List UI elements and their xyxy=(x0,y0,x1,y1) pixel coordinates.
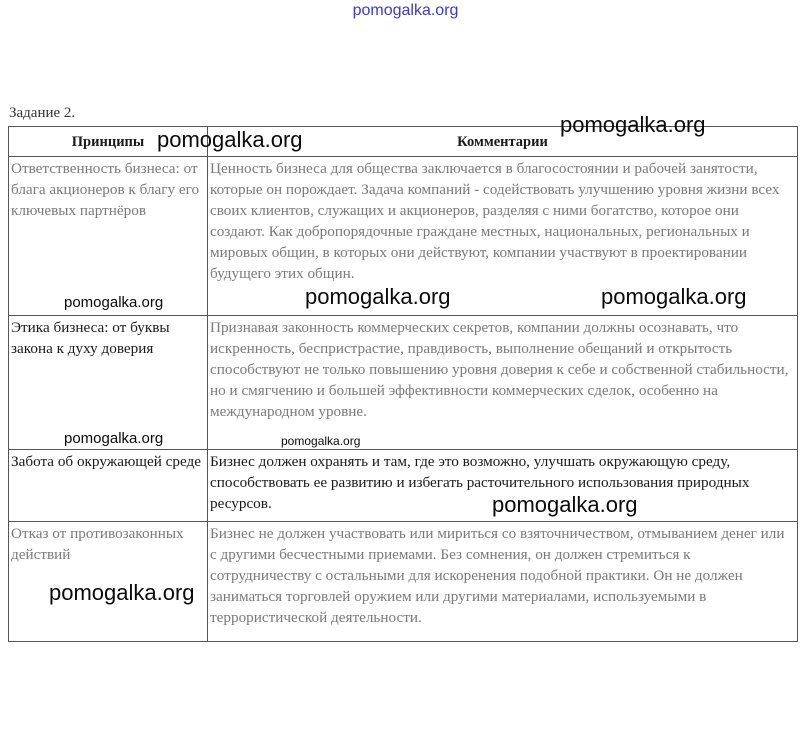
comment-text: Ценность бизнеса для общества заключается в благосостоянии и рабочей занятости, которые он порождает. Задача компаний - содействовать улучшению уровня жизни всех своих клиентов, служащих и акционеров, разделяя с ними богатство, которое они создают. Как добропорядочные граждане местных, национальных, региональных и мировых общин, в которых они действуют, компании участвуют в проектировании будущего этих общин. xyxy=(210,160,780,282)
principle-text: Забота об окружающей среде xyxy=(11,453,201,470)
comment-cell xyxy=(208,522,798,642)
comment-cell xyxy=(208,316,798,450)
watermark: pomogalka.org xyxy=(560,112,706,137)
principle-text: Ответственность бизнеса: от блага акционеров к благу его ключевых партнёров xyxy=(11,160,200,219)
watermark: pomogalka.org xyxy=(492,492,638,517)
watermark: pomogalka.org xyxy=(281,434,361,448)
header-comments: Комментарии xyxy=(208,127,798,157)
comment-text: Признавая законность коммерческих секретов, компании должны осознавать, что искренность, беспристрастие, правдивость, выполнение обещаний и открытость способствуют не только повышению уровня доверия к себе и собственной стабильности, но и смягчению и большей эффективности коммерческих сделок, особенно на международном уровне. xyxy=(210,319,789,420)
principle-text: Отказ от противозаконных действий xyxy=(11,525,184,563)
table-row xyxy=(9,450,798,522)
watermark: pomogalka.org xyxy=(305,284,451,309)
comment-text: Бизнес не должен участвовать или мириться со взяточничеством, отмыванием денег или с другими бесчестными приемами. Без сомнения, он должен стремиться к сотрудничеству с остальными для искоренения подобной практики. Он не должен заниматься торговлей оружием или другими материалами, используемыми в террористической деятельности. xyxy=(210,525,785,626)
task-title: Задание 2. xyxy=(9,105,76,121)
comment-text: Бизнес должен охранять и там, где это возможно, улучшать окружающую среду, способствовать ее развитию и избегать расточительного использования природных ресурсов. xyxy=(210,453,750,512)
principles-table xyxy=(8,126,798,642)
site-header-link[interactable]: pomogalka.org xyxy=(352,2,459,19)
principle-cell xyxy=(9,450,208,522)
watermark: pomogalka.org xyxy=(601,284,747,309)
watermark: pomogalka.org xyxy=(157,127,303,152)
watermark: pomogalka.org xyxy=(64,294,164,311)
watermark: pomogalka.org xyxy=(64,430,164,447)
principle-text: Этика бизнеса: от буквы закона к духу доверия xyxy=(11,319,170,357)
header-principles: Принципы xyxy=(9,127,208,157)
principle-cell xyxy=(9,157,208,316)
watermark: pomogalka.org xyxy=(49,580,195,605)
